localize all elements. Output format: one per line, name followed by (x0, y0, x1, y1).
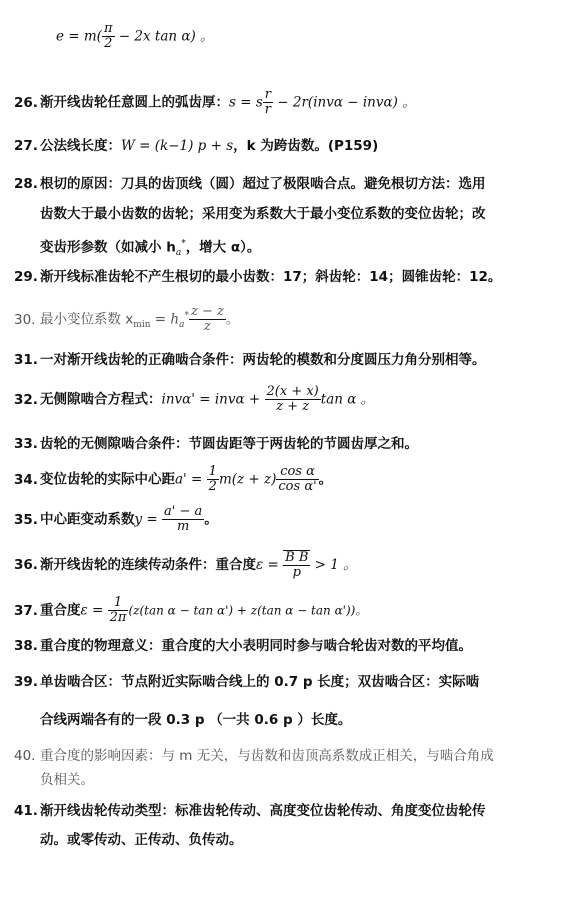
item-26 (14, 88, 570, 117)
item-36 (14, 550, 570, 580)
item-39-line2 (40, 706, 581, 734)
item-32 (14, 385, 570, 414)
denominator: 2π (109, 610, 127, 625)
denominator: 2 (104, 36, 113, 51)
item-28-line3: 变齿形参数（如减小 $h_a^*$，增大 α）。 (40, 239, 261, 259)
fraction (276, 465, 318, 494)
formula-text: s (229, 94, 236, 111)
numerator: B B (285, 550, 309, 565)
item-text: 齿数大于最小齿数的齿轮；采用变为系数大于最小变位系数的变位齿轮；改 (40, 206, 486, 222)
item-number: 37. (14, 602, 38, 619)
subscript: min (133, 320, 151, 331)
item-number: 33. (14, 436, 38, 452)
item-number: 31. (14, 352, 38, 368)
formula-e (56, 22, 581, 51)
formula-text: e = m( (56, 28, 102, 45)
item-28-line2 (40, 200, 581, 228)
item-37 (14, 596, 570, 625)
item-text: 合线两端各有的一段 0.3 p （一共 0.6 p ）长度。 (40, 712, 352, 728)
fraction (265, 385, 321, 414)
formula-text: a' = (175, 471, 207, 488)
item-41-line1 (14, 797, 570, 825)
formula-text: = s (235, 94, 263, 111)
item-number: 39. (14, 674, 38, 690)
formula-text: tan α 。 (320, 391, 375, 408)
item-number: 36. (14, 557, 38, 573)
item-text: 变齿形参数（如减小 h (40, 239, 176, 256)
item-text: 。 (318, 471, 333, 488)
item-text: 中心距变动系数 (40, 511, 135, 528)
numerator: r (264, 87, 271, 102)
fraction (162, 505, 204, 534)
item-33 (14, 430, 570, 458)
item-38 (14, 632, 570, 660)
formula-text: ε = (80, 602, 108, 619)
item-39-line1 (14, 668, 570, 696)
item-text: 渐开线标准齿轮不产生根切的最小齿数：17；斜齿轮：14；圆锥齿轮：12。 (40, 269, 502, 285)
item-text: 重合度的物理意义：重合度的大小表明同时参与啮合轮齿对数的平均值。 (40, 638, 472, 654)
numerator: 1 (108, 596, 129, 611)
item-number: 29. (14, 269, 38, 285)
formula-text: − 2r(invα − invα) 。 (272, 94, 416, 111)
formula-text: (z(tan α − tan α') + z(tan α − tan α'))。 (128, 603, 368, 618)
item-text: 公法线长度： (40, 138, 121, 154)
item-number: 41. (14, 803, 38, 819)
item-41-line2 (40, 826, 581, 854)
item-text: ，增大 α）。 (185, 239, 261, 256)
formula-text: = h (150, 311, 180, 328)
item-number: 34. (14, 471, 38, 488)
denominator: 2 (208, 479, 217, 494)
numerator: a' − a (164, 504, 203, 519)
formula-text: m(z + z) (218, 471, 277, 488)
denominator: m (176, 519, 190, 534)
item-text: ，k 为跨齿数。(P159) (233, 138, 379, 154)
numerator: 2(x + x) (266, 384, 319, 399)
numerator: 1 (208, 464, 217, 479)
item-text: 重合度 (40, 602, 81, 619)
item-text: 负相关。 (40, 772, 94, 788)
item-text: 动。或零传动、正传动、负传动。 (40, 832, 243, 848)
formula-text: W = (k−1) p + s (121, 138, 234, 154)
formula-text: invα' = invα + (161, 391, 265, 408)
item-text: 最小变位系数 x (40, 311, 134, 328)
item-number: 27. (14, 138, 38, 154)
item-34 (14, 465, 570, 494)
item-number: 32. (14, 391, 38, 408)
item-number: 26. (14, 94, 38, 111)
item-number: 28. (14, 176, 38, 192)
fraction (102, 22, 115, 51)
formula-text: y = (134, 511, 163, 528)
item-30: 30. 最小变位系数 $x_{min} = h_a^*$ $\frac{z - z}{z}$ 。 (14, 304, 240, 334)
item-text: 无侧隙啮合方程式： (40, 391, 162, 408)
formula-text: − 2x tan α) 。 (114, 28, 214, 45)
item-35 (14, 505, 570, 534)
denominator: z (203, 319, 211, 334)
fraction (263, 88, 273, 117)
denominator: cos α' (278, 479, 317, 494)
item-text: 。 (204, 511, 218, 528)
item-29 (14, 263, 570, 291)
fraction (283, 550, 310, 580)
item-text: 齿轮的无侧隙啮合条件：节圆齿距等于两齿轮的节圆齿厚之和。 (40, 436, 418, 452)
item-text: 变位齿轮的实际中心距 (40, 471, 175, 488)
item-text: 重合度的影响因素：与 m 无关，与齿数和齿顶高系数成正相关，与啮合角成 (40, 748, 494, 764)
item-text: 根切的原因：刀具的齿顶线（圆）超过了极限啮合点。避免根切方法：选用 (40, 176, 486, 192)
item-number: 40. (14, 748, 36, 764)
fraction (207, 465, 219, 494)
item-text: 单齿啮合区：节点附近实际啮合线上的 0.7 p 长度；双齿啮合区：实际啮 (40, 674, 480, 690)
numerator: π (103, 21, 113, 36)
item-number: 30. (14, 311, 36, 328)
item-number: 35. (14, 511, 38, 528)
item-text: 渐开线齿轮任意圆上的弧齿厚： (40, 94, 229, 111)
formula-text: ε = (256, 557, 284, 573)
numerator: cos α (276, 465, 318, 480)
numerator: z − z (190, 304, 224, 319)
fraction (108, 596, 129, 625)
denominator: z + z (276, 399, 310, 414)
formula-text: > 1 。 (310, 557, 357, 573)
item-text: 。 (225, 311, 240, 328)
item-text: 渐开线齿轮传动类型：标准齿轮传动、高度变位齿轮传动、角度变位齿轮传 (40, 803, 486, 819)
item-text: 一对渐开线齿轮的正确啮合条件：两齿轮的模数和分度圆压力角分别相等。 (40, 352, 486, 368)
fraction (189, 305, 226, 334)
item-31 (14, 346, 570, 374)
denominator: p (292, 565, 301, 580)
denominator: r (264, 102, 271, 117)
item-number: 38. (14, 638, 38, 654)
item-40-line2 (40, 766, 581, 794)
item-27 (14, 132, 570, 160)
item-text: 渐开线齿轮的连续传动条件：重合度 (40, 557, 256, 573)
item-28-line1 (14, 170, 570, 198)
